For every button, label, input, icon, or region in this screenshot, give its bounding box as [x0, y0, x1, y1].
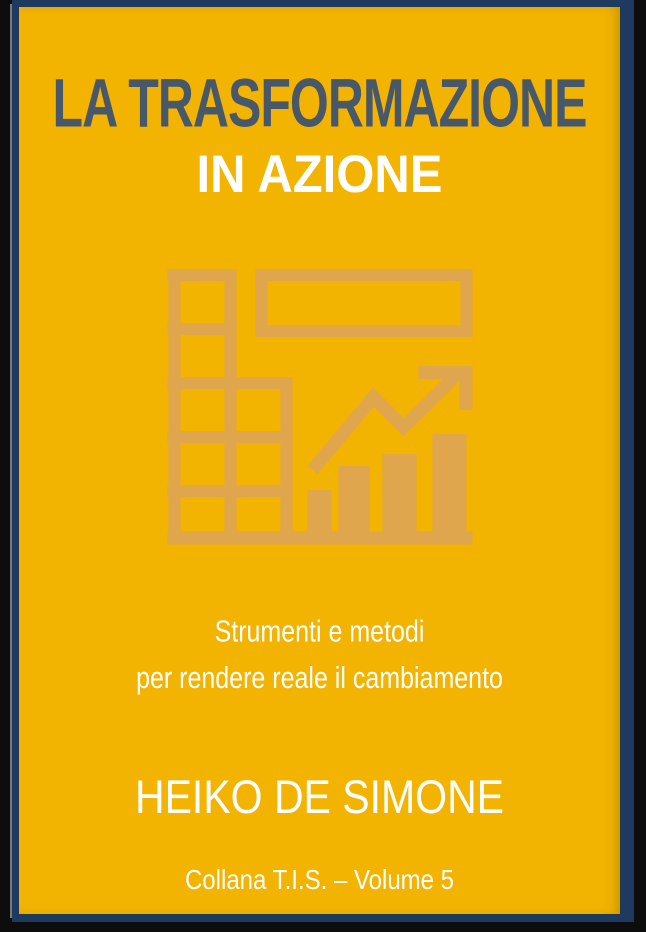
series-volume-label: Collana T.I.S. – Volume 5: [184, 864, 455, 897]
spreadsheet-chart-growth-icon: [167, 268, 472, 550]
subtitle-line-1: Strumenti e metodi: [214, 614, 425, 649]
book-cover: [12, 0, 634, 922]
author-name: HEIKO DE SIMONE: [134, 770, 505, 824]
subtitle-line-2: per rendere reale il cambiamento: [136, 661, 503, 696]
cover-title-line-2: IN AZIONE: [196, 145, 443, 205]
cover-subtitle: [19, 609, 620, 702]
cover-title-line-1: LA TRASFORMAZIONE: [52, 64, 587, 142]
